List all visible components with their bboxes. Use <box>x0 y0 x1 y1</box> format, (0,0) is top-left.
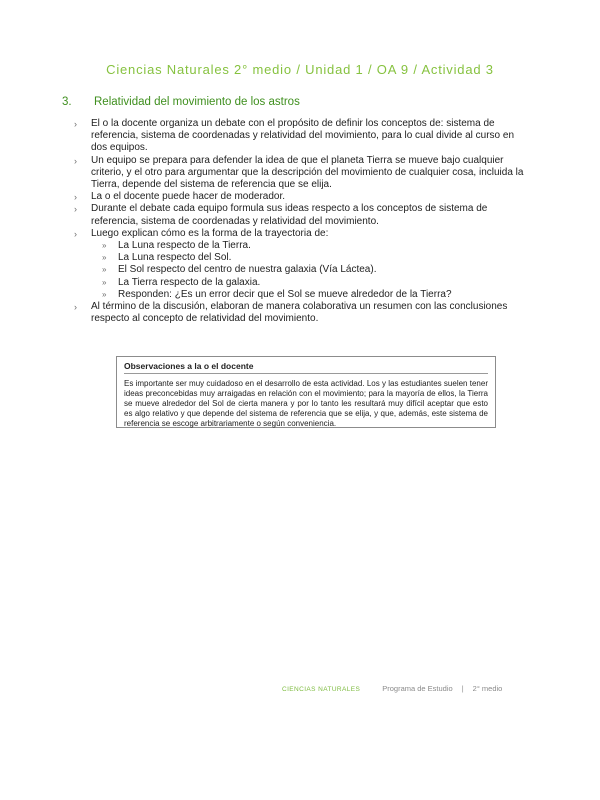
sub-list-item-text: La Luna respecto de la Tierra. <box>118 240 251 252</box>
trajectory-sublist <box>91 240 524 301</box>
footer-separator: | <box>461 684 464 693</box>
bullet-icon: › <box>74 228 77 239</box>
sub-bullet-icon: » <box>102 265 107 275</box>
section-heading <box>62 96 300 108</box>
list-item-text: Al término de la discusión, elaboran de manera colaborativa un resumen con las conclusiones respecto al concepto de relatividad del movimiento. <box>91 301 508 325</box>
bullet-icon: › <box>74 119 77 129</box>
list-item <box>74 191 524 203</box>
sub-bullet-icon: » <box>102 277 107 287</box>
footer-program: Programa de Estudio <box>382 684 453 693</box>
sub-list-item <box>91 240 524 252</box>
bullet-icon: › <box>74 302 77 313</box>
sub-list-item <box>91 277 524 289</box>
list-item-text: Un equipo se prepara para defender la idea de que el planeta Tierra se mueve bajo cualquier criterio, y el otro para argumentar que la descripción del movimiento de cualquier cosa, incluida la Tierra, depende del sistema de referencia que se elija. <box>91 154 524 191</box>
sub-list-item-text: La Luna respecto del Sol. <box>118 252 232 264</box>
sub-list-item-text: El Sol respecto del centro de nuestra galaxia (Vía Láctea). <box>118 264 377 276</box>
list-item <box>74 118 524 155</box>
list-item <box>74 155 524 192</box>
list-item-text: Durante el debate cada equipo formula sus ideas respecto a los conceptos de sistema de referencia, sistema de coordenadas y relatividad del movimiento. <box>91 203 488 227</box>
sub-bullet-icon: » <box>102 241 107 251</box>
observations-title: Observaciones a la o el docente <box>124 361 488 374</box>
observations-text: Es importante ser muy cuidadoso en el desarrollo de esta actividad. Los y las estudiantes suelen tener ideas preconcebidas muy arraigadas en relación con el movimiento; para la mayoría de ellos, la Tierra se mueve alrededor del Sol de cierta manera y por lo tanto les resultará muy difícil aceptar que esto es algo relativo y que depende del sistema de referencia que se elija, y que, además, este sistema de referencia se escoge arbitrariamente o según conveniencia. <box>124 379 488 428</box>
sub-bullet-icon: » <box>102 289 107 299</box>
teacher-observations-box <box>116 356 496 428</box>
sub-bullet-icon: » <box>102 253 107 263</box>
list-item <box>74 228 524 301</box>
list-item-text: La o el docente puede hacer de moderador. <box>91 191 286 203</box>
sub-list-item <box>91 252 524 264</box>
footer-level: 2° medio <box>472 684 503 693</box>
page-footer <box>282 684 502 693</box>
footer-subject: CIENCIAS NATURALES <box>282 686 361 693</box>
sub-list-item-text: Responden: ¿Es un error decir que el Sol se mueve alrededor de la Tierra? <box>118 288 452 300</box>
sub-list-item-text: La Tierra respecto de la galaxia. <box>118 276 261 288</box>
bullet-icon: › <box>74 204 77 215</box>
sub-list-item <box>91 264 524 276</box>
list-item-text: El o la docente organiza un debate con el propósito de definir los conceptos de: sistema de referencia, sistema de coordenadas y relatividad del movimiento, para lo cual divide al curso en dos equipos. <box>91 118 515 154</box>
list-item-text: Luego explican cómo es la forma de la trayectoria de: <box>91 227 329 239</box>
sub-list-item <box>91 289 524 301</box>
list-item <box>74 301 524 325</box>
section-title: Relatividad del movimiento de los astros <box>94 96 300 108</box>
page-header-title: Ciencias Naturales 2° medio / Unidad 1 / OA 9 / Actividad 3 <box>106 62 494 77</box>
list-item <box>74 203 524 227</box>
activity-list <box>74 118 524 325</box>
bullet-icon: › <box>74 155 77 166</box>
section-number: 3. <box>62 96 72 108</box>
bullet-icon: › <box>74 192 77 203</box>
